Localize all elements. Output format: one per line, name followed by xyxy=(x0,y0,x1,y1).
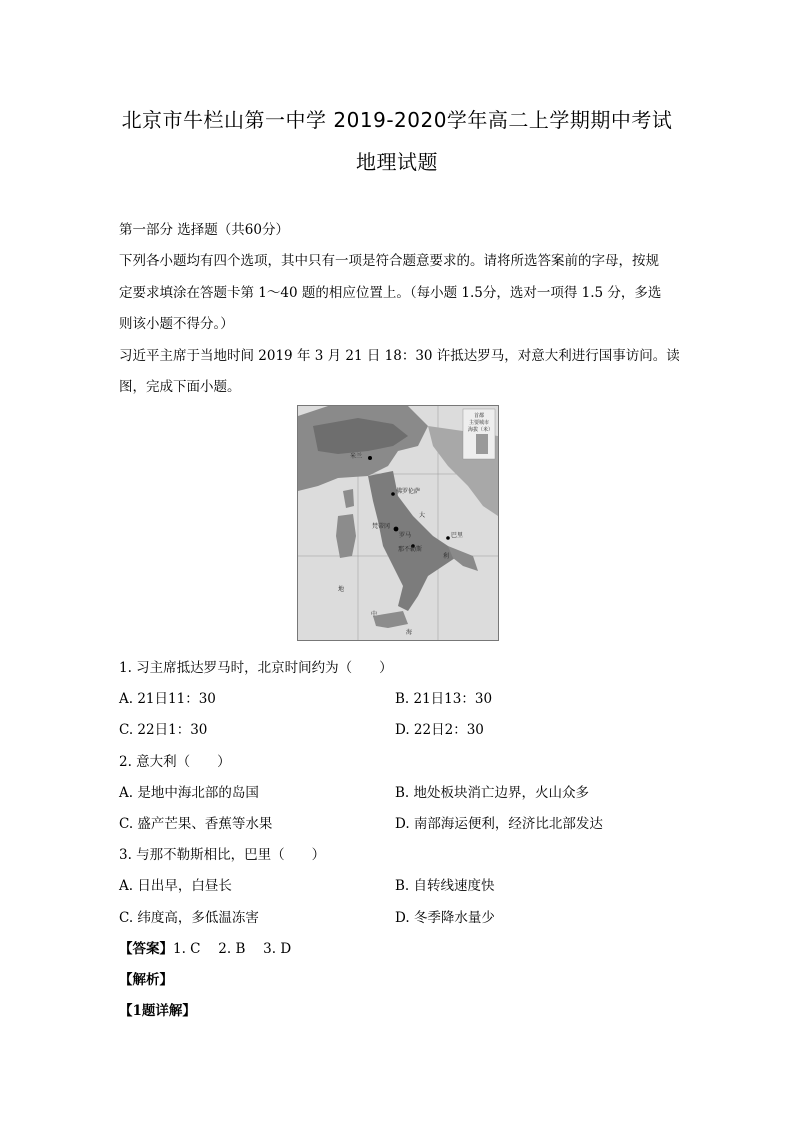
page-subtitle: 地理试题 xyxy=(356,150,438,174)
question-2-stem: 2. 意大利（ ） xyxy=(119,754,231,770)
label-sea-zhong: 中 xyxy=(371,611,378,618)
question-1-option-a: A. 21日11：30 xyxy=(119,691,216,707)
answer-label: 【答案】 xyxy=(119,941,173,957)
label-milan: 米兰 xyxy=(350,453,363,460)
label-sea-hai: 海 xyxy=(406,629,413,636)
instruction-line-3: 则该小题不得分。） xyxy=(119,316,234,332)
analysis-detail-1: 【1题详解】 xyxy=(119,1003,196,1019)
label-sea-di: 地 xyxy=(338,586,345,593)
label-rome: 罗马 xyxy=(399,532,412,539)
question-3-option-a: A. 日出早，白昼长 xyxy=(119,878,232,894)
answer-text: 1. C 2. B 3. D xyxy=(173,941,292,957)
map-graphic xyxy=(298,406,498,640)
section-heading: 第一部分 选择题（共60分） xyxy=(119,222,289,238)
question-3-option-d: D. 冬季降水量少 xyxy=(395,910,495,926)
question-1-stem: 1. 习主席抵达罗马时，北京时间约为（ ） xyxy=(119,660,393,676)
label-florence: 佛罗伦萨 xyxy=(396,488,421,495)
question-1-option-b: B. 21日13：30 xyxy=(395,691,493,707)
label-bari: 巴里 xyxy=(451,532,464,539)
question-1-option-c: C. 22日1：30 xyxy=(119,722,208,738)
analysis-label: 【解析】 xyxy=(119,972,173,988)
question-3-option-c: C. 纬度高，多低温冻害 xyxy=(119,910,259,926)
label-sea-da: 大 xyxy=(419,512,426,519)
question-2-option-d: D. 南部海运便利，经济比北部发达 xyxy=(395,816,603,832)
legend-city: 主要城市 xyxy=(469,420,490,426)
question-3-stem: 3. 与那不勒斯相比，巴里（ ） xyxy=(119,847,326,863)
question-stem-line-2: 图，完成下面小题。 xyxy=(119,379,241,395)
instruction-line-2: 定要求填涂在答题卡第 1～40 题的相应位置上。（每小题 1.5分，选对一项得 1.5 分，多选 xyxy=(119,285,662,301)
legend-capital: 首都 xyxy=(474,413,485,419)
question-2-option-a: A. 是地中海北部的岛国 xyxy=(119,785,259,801)
question-2-option-c: C. 盛产芒果、香蕉等水果 xyxy=(119,816,273,832)
label-sea-li: 利 xyxy=(443,553,450,560)
question-1-option-d: D. 22日2：30 xyxy=(395,722,484,738)
legend-elevation: 海拔（米） xyxy=(468,427,494,433)
label-vatican: 梵蒂冈 xyxy=(372,523,391,530)
page-title: 北京市牛栏山第一中学 2019-2020学年高二上学期期中考试 xyxy=(121,108,673,132)
answer-line xyxy=(119,937,291,957)
question-3-option-b: B. 自转线速度快 xyxy=(395,878,495,894)
label-naples: 那不勒斯 xyxy=(398,546,423,553)
instruction-line-1: 下列各小题均有四个选项，其中只有一项是符合题意要求的。请将所选答案前的字母，按规 xyxy=(119,253,659,269)
italy-map xyxy=(297,405,499,641)
question-2-option-b: B. 地处板块消亡边界，火山众多 xyxy=(395,785,590,801)
question-stem-line-1: 习近平主席于当地时间 2019 年 3 月 21 日 18：30 许抵达罗马，对意大利进行国事访问。读 xyxy=(119,348,680,364)
